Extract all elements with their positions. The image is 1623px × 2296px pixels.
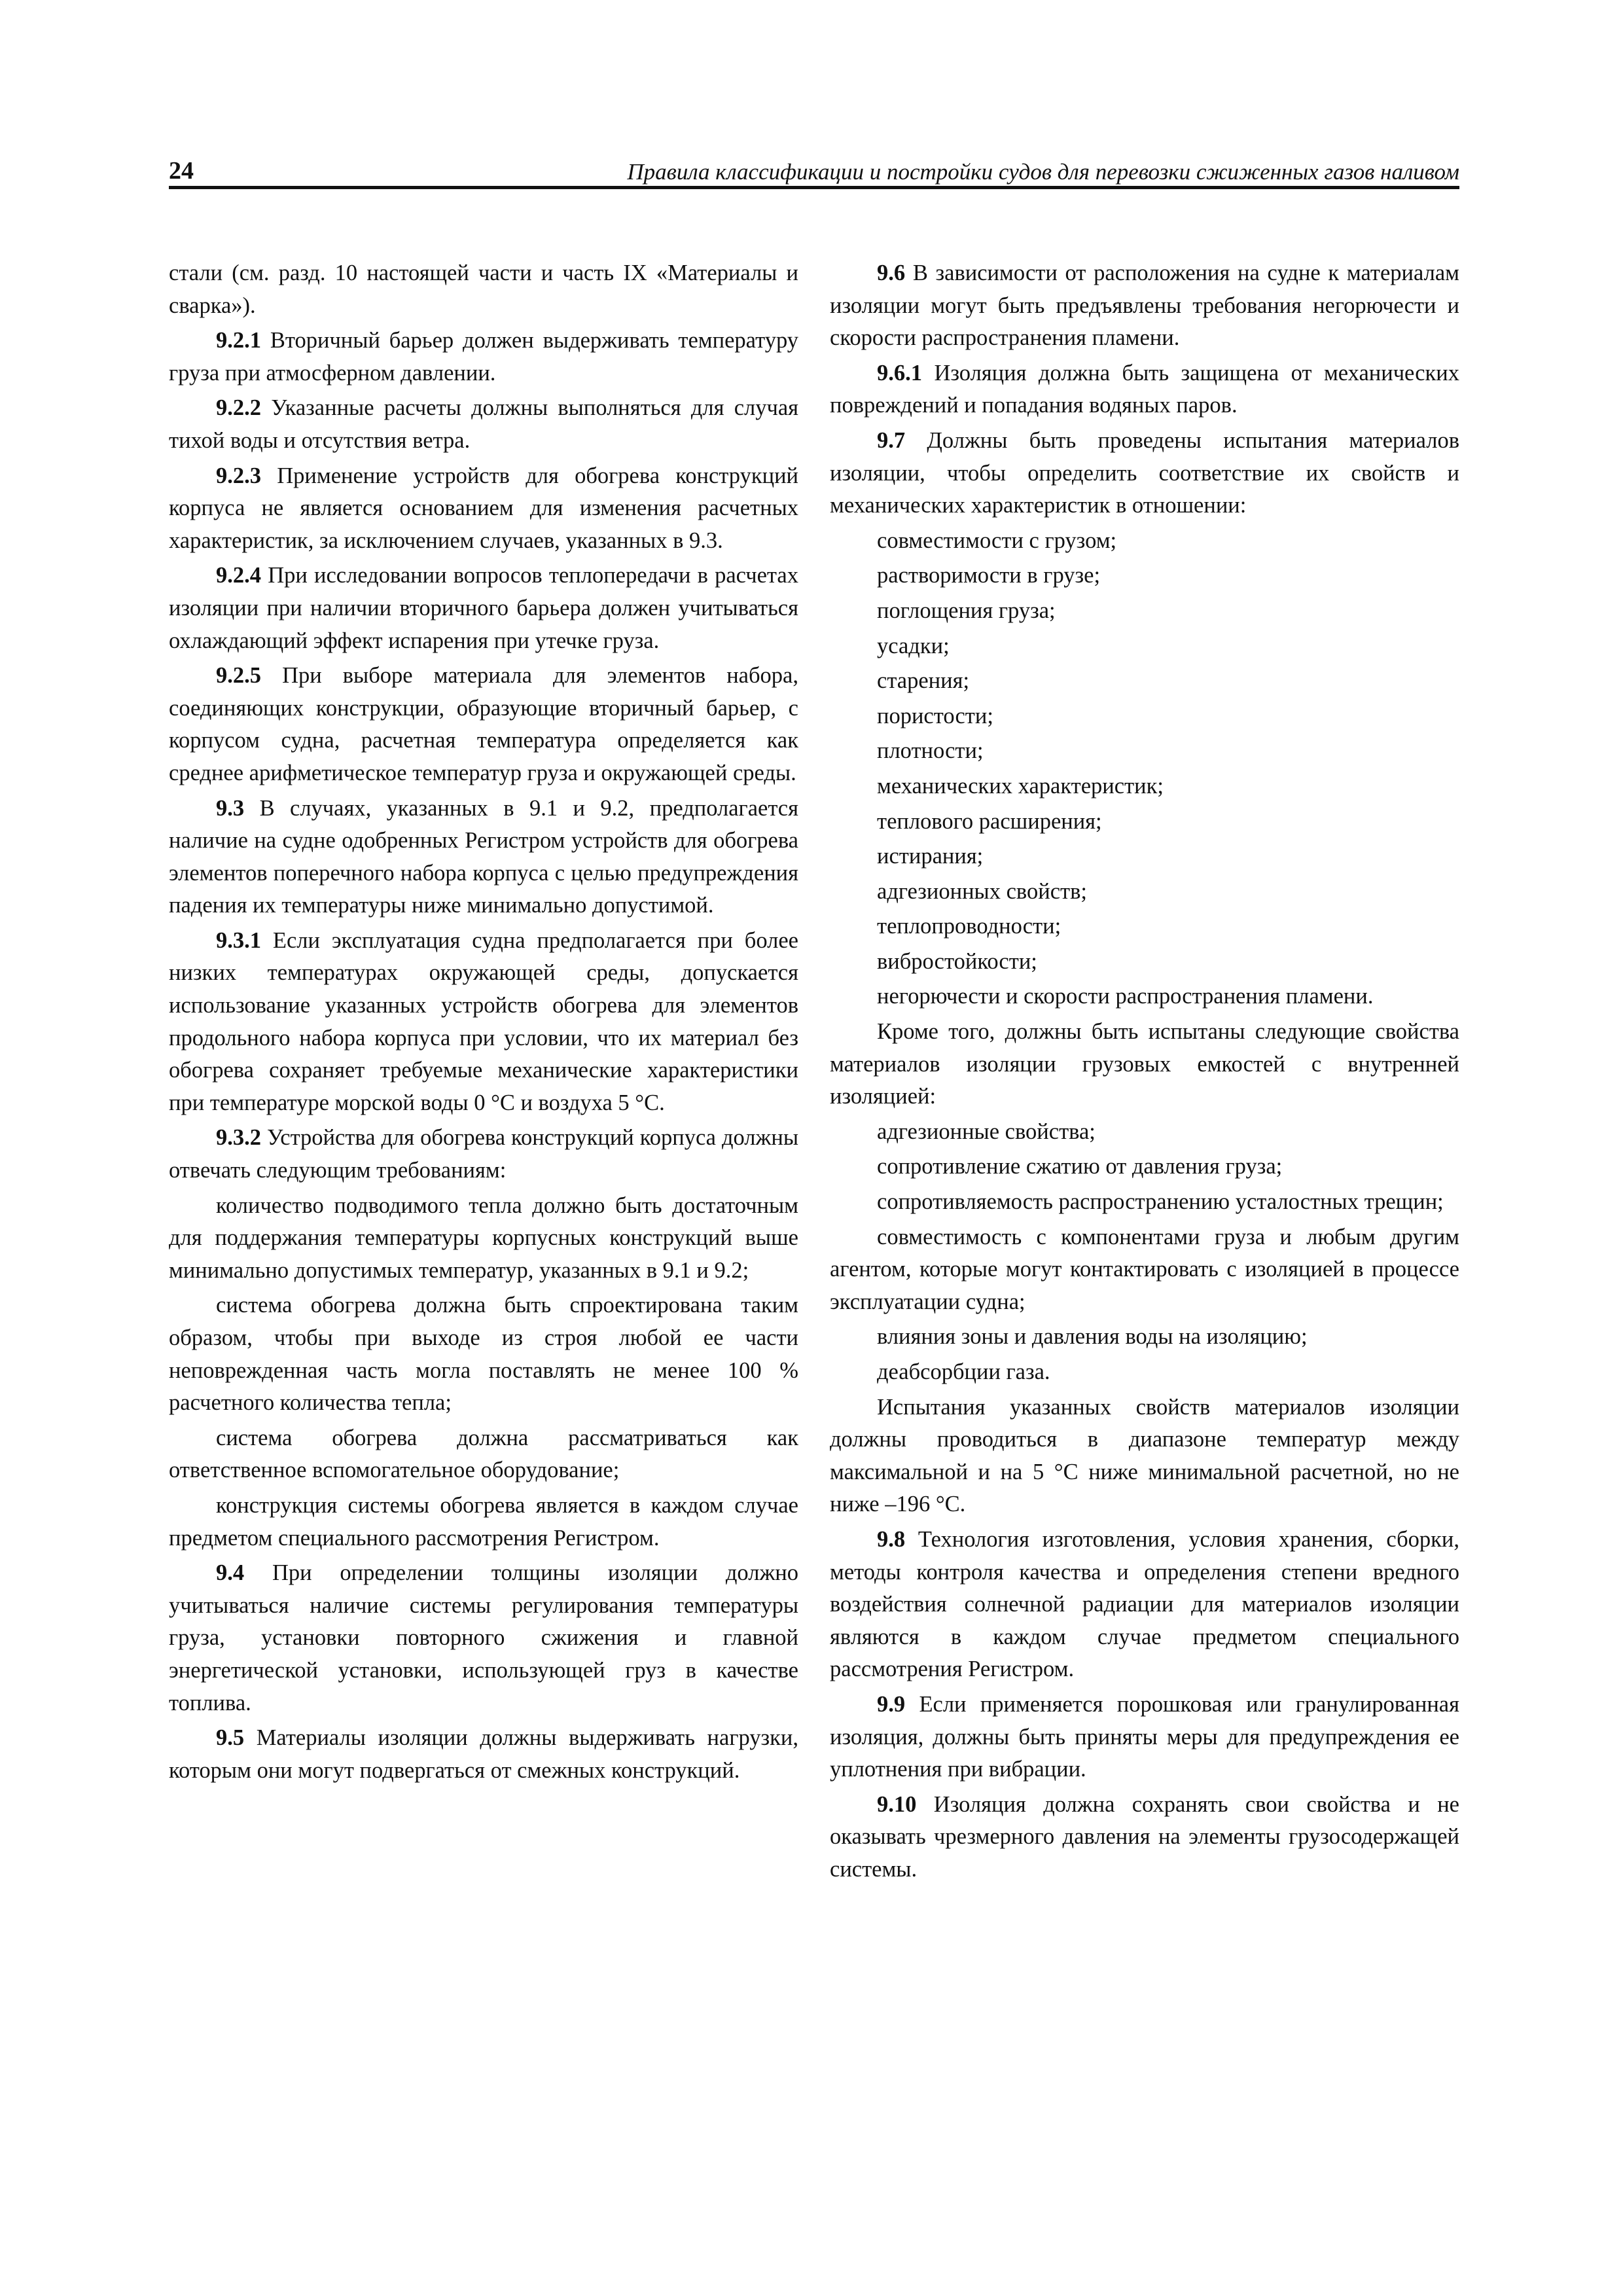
paragraph-text: система обогрева должна быть спроектирована таким образом, чтобы при выходе из строя любой ее части неповрежденная часть могла поставлять не менее 100 % расчетного количества тепла; <box>169 1293 798 1416</box>
paragraph-text: старения; <box>877 668 970 694</box>
paragraph-text: адгезионных свойств; <box>877 878 1087 904</box>
text-paragraph <box>169 1190 798 1287</box>
text-paragraph <box>830 1016 1459 1113</box>
paragraph-text: Если применяется порошковая или гранулированная изоляция, должны быть приняты меры для предупреждения ее уплотнения при вибрации. <box>830 1691 1459 1782</box>
section-number: 9.2.3 <box>216 463 261 488</box>
left-column <box>169 257 798 1789</box>
section-paragraph <box>169 325 798 389</box>
section-paragraph <box>169 392 798 457</box>
text-paragraph <box>169 1490 798 1554</box>
text-paragraph <box>830 1321 1459 1354</box>
paragraph-text: растворимости в грузе; <box>877 563 1101 588</box>
section-number: 9.6 <box>877 260 906 285</box>
paragraph-text: При исследовании вопросов теплопередачи в расчетах изоляции при наличии вторичного барьера должен учитываться охлаждающий эффект испарения при утечке груза. <box>169 563 798 653</box>
text-paragraph <box>830 700 1459 733</box>
paragraph-text: совместимость с компонентами груза и любым другим агентом, которые могут контактировать с изоляцией в процессе эксплуатации судна; <box>830 1224 1459 1314</box>
text-paragraph <box>830 946 1459 978</box>
paragraph-text: система обогрева должна рассматриваться как ответственное вспомогательное оборудование; <box>169 1425 798 1483</box>
text-paragraph <box>169 1422 798 1487</box>
section-paragraph <box>830 257 1459 355</box>
paragraph-text: Вторичный барьер должен выдерживать температуру груза при атмосферном давлении. <box>169 328 798 386</box>
section-paragraph <box>830 357 1459 422</box>
page-number: 24 <box>169 157 194 185</box>
text-paragraph <box>830 595 1459 628</box>
paragraph-text: механических характеристик; <box>877 773 1164 798</box>
section-number: 9.3 <box>216 795 245 821</box>
paragraph-text: влияния зоны и давления воды на изоляцию; <box>877 1324 1308 1350</box>
paragraph-text: Кроме того, должны быть испытаны следующие свойства материалов изоляции грузовых емкостей с внутренней изоляцией: <box>830 1019 1459 1109</box>
section-number: 9.5 <box>216 1725 245 1751</box>
paragraph-text: В зависимости от расположения на судне к материалам изоляции могут быть предъявлены требования негорючести и скорости распространения пламени. <box>830 260 1459 351</box>
paragraph-text: адгезионные свойства; <box>877 1119 1096 1144</box>
text-paragraph <box>830 735 1459 768</box>
section-number: 9.3.1 <box>216 927 261 953</box>
text-paragraph <box>830 560 1459 592</box>
paragraph-text: При выборе материала для элементов набора, соединяющих конструкции, образующие вторичный барьер, с корпусом судна, расчетная температура определяется как среднее арифметическое температур груза и окружающей среды. <box>169 663 798 785</box>
section-number: 9.9 <box>877 1691 906 1717</box>
paragraph-text: деабсорбции газа. <box>877 1359 1050 1384</box>
text-paragraph <box>169 1289 798 1419</box>
paragraph-text: пористости; <box>877 703 993 728</box>
paragraph-text: Технология изготовления, условия хранения, сборки, методы контроля качества и определения степени вредного воздействия солнечной радиации для материалов изоляции являются в каждом случае предметом специального рассмотрения Регистром. <box>830 1526 1459 1682</box>
section-number: 9.4 <box>216 1560 245 1586</box>
text-paragraph <box>830 1391 1459 1521</box>
text-paragraph <box>830 1221 1459 1319</box>
section-paragraph <box>169 1557 798 1719</box>
text-paragraph <box>830 1151 1459 1183</box>
paragraph-text: Применение устройств для обогрева конструкций корпуса не является основанием для изменения расчетных характеристик, за исключением случаев, указанных в 9.3. <box>169 463 798 553</box>
section-number: 9.3.2 <box>216 1125 261 1151</box>
paragraph-text: негорючести и скорости распространения пламени. <box>877 984 1374 1009</box>
paragraph-text: Изоляция должна быть защищена от механических повреждений и попадания водяных паров. <box>830 360 1459 418</box>
section-paragraph <box>830 1689 1459 1786</box>
section-paragraph <box>830 1524 1459 1686</box>
section-paragraph <box>169 793 798 922</box>
paragraph-text: теплового расширения; <box>877 808 1102 834</box>
section-paragraph <box>169 560 798 657</box>
right-column <box>830 257 1459 1889</box>
page-header <box>169 145 1459 189</box>
paragraph-text: Устройства для обогрева конструкций корпуса должны отвечать следующим требованиям: <box>169 1125 798 1183</box>
paragraph-text: поглощения груза; <box>877 598 1056 623</box>
paragraph-text: теплопроводности; <box>877 914 1061 939</box>
paragraph-text: сопротивляемость распространению усталостных трещин; <box>877 1189 1444 1215</box>
text-paragraph <box>830 1116 1459 1149</box>
paragraph-text: Если эксплуатация судна предполагается при более низких температурах окружающей среды, допускается использование указанных устройств обогрева для элементов продольного набора корпуса при условии, что их материал без обогрева сохраняет требуемые механические характеристики при температуре морской воды 0 °С и воздуха 5 °С. <box>169 927 798 1115</box>
text-paragraph <box>830 1186 1459 1219</box>
running-title: Правила классификации и постройки судов для перевозки сжиженных газов наливом <box>627 159 1459 185</box>
section-number: 9.7 <box>877 427 906 453</box>
text-paragraph <box>830 665 1459 698</box>
section-paragraph <box>169 660 798 789</box>
text-paragraph <box>830 1356 1459 1389</box>
paragraph-text: конструкция системы обогрева является в каждом случае предметом специального рассмотрения Регистром. <box>169 1492 798 1551</box>
paragraph-text: усадки; <box>877 633 950 658</box>
section-number: 9.2.2 <box>216 395 261 421</box>
section-number: 9.10 <box>877 1791 917 1817</box>
paragraph-text: Изоляция должна сохранять свои свойства и не оказывать чрезмерного давления на элементы грузосодержащей системы. <box>830 1791 1459 1882</box>
paragraph-text: совместимости с грузом; <box>877 528 1117 553</box>
paragraph-text: При определении толщины изоляции должно учитываться наличие системы регулирования температуры груза, установки повторного сжижения и главной энергетической установки, использующей груз в качестве топлива. <box>169 1560 798 1715</box>
section-number: 9.8 <box>877 1526 906 1552</box>
paragraph-text: количество подводимого тепла должно быть достаточным для поддержания температуры корпусных конструкций выше минимально допустимых температур, указанных в 9.1 и 9.2; <box>169 1193 798 1283</box>
text-paragraph <box>830 770 1459 803</box>
paragraph-text: стали (см. разд. 10 настоящей части и часть IX «Материалы и сварка»). <box>169 260 798 318</box>
text-paragraph <box>830 806 1459 838</box>
section-paragraph <box>169 1722 798 1787</box>
paragraph-text: сопротивление сжатию от давления груза; <box>877 1154 1283 1179</box>
paragraph-text: истирания; <box>877 844 984 869</box>
section-number: 9.2.1 <box>216 328 261 353</box>
section-paragraph <box>169 460 798 558</box>
section-number: 9.2.4 <box>216 563 261 588</box>
paragraph-text: плотности; <box>877 738 984 764</box>
section-number: 9.6.1 <box>877 360 922 386</box>
paragraph-text: Материалы изоляции должны выдерживать нагрузки, которым они могут подвергаться от смежных конструкций. <box>169 1725 798 1783</box>
paragraph-text: Указанные расчеты должны выполняться для случая тихой воды и отсутствия ветра. <box>169 395 798 453</box>
text-paragraph <box>830 525 1459 558</box>
section-number: 9.2.5 <box>216 663 261 689</box>
text-paragraph <box>830 840 1459 873</box>
section-paragraph <box>830 1789 1459 1886</box>
paragraph-text: В случаях, указанных в 9.1 и 9.2, предполагается наличие на судне одобренных Регистром устройств для обогрева элементов поперечного набора корпуса с целью предупреждения падения их температуры ниже минимально допустимой. <box>169 795 798 918</box>
paragraph-text: Должны быть проведены испытания материалов изоляции, чтобы определить соответствие их свойств и механических характеристик в отношении: <box>830 427 1459 518</box>
section-paragraph <box>830 425 1459 522</box>
section-paragraph <box>169 1122 798 1187</box>
text-paragraph <box>169 257 798 322</box>
text-paragraph <box>830 876 1459 908</box>
section-paragraph <box>169 925 798 1120</box>
text-paragraph <box>830 910 1459 943</box>
paragraph-text: вибростойкости; <box>877 948 1037 974</box>
text-paragraph <box>830 630 1459 663</box>
paragraph-text: Испытания указанных свойств материалов изоляции должны проводиться в диапазоне температур между максимальной и на 5 °С ниже минимальной расчетной, но не ниже –196 °С. <box>830 1394 1459 1517</box>
text-paragraph <box>830 980 1459 1013</box>
